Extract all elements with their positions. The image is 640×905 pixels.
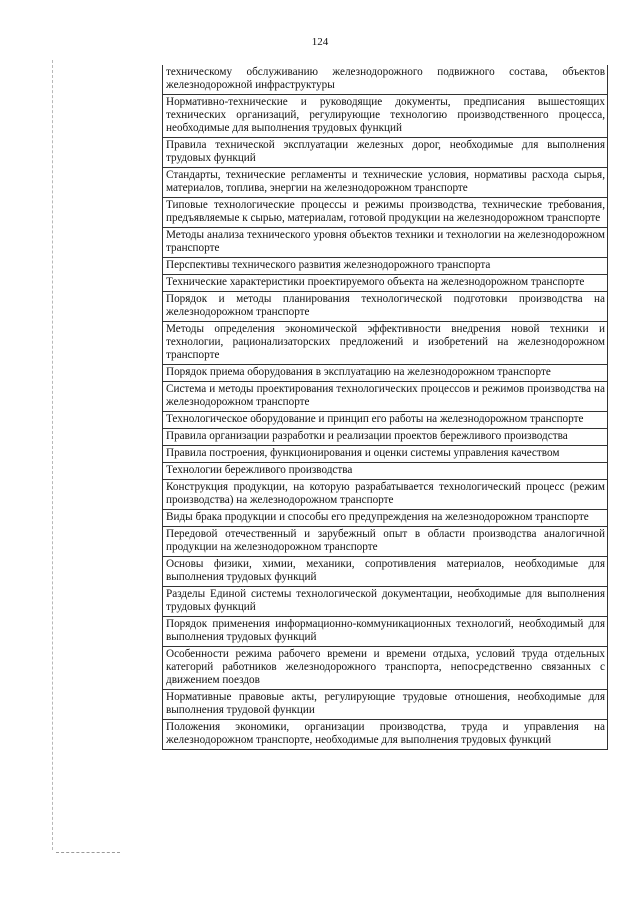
table-row: Положения экономики, организации производства, труда и управления на железнодорожном транспорте, необходимые для выполнения трудовых функций [163,719,607,749]
table-row: техническому обслуживанию железнодорожного подвижного состава, объектов железнодорожной инфраструктуры [166,66,605,91]
knowledge-requirements-table [162,65,608,750]
table-row: Порядок приема оборудования в эксплуатацию на железнодорожном транспорте [163,364,607,381]
table-row: Технические характеристики проектируемого объекта на железнодорожном транспорте [163,274,607,291]
table-row: Технологии бережливого производства [163,462,607,479]
table-row: Нормативно-технические и руководящие документы, предписания вышестоящих технических организаций, регулирующие технологию производственного процесса, необходимые для выполнения трудовых функций [163,94,607,137]
table-row: Типовые технологические процессы и режимы производства, технические требования, предъявляемые к сырью, материалам, готовой продукции на железнодорожном транспорте [163,197,607,227]
table-row: Технологическое оборудование и принцип его работы на железнодорожном транспорте [163,411,607,428]
table-row: Основы физики, химии, механики, сопротивления материалов, необходимые для выполнения трудовых функций [163,556,607,586]
table-row: Порядок и методы планирования технологической подготовки производства на железнодорожном транспорте [163,291,607,321]
footer-dashed-line [56,852,120,853]
table-row: Конструкция продукции, на которую разрабатывается технологический процесс (режим производства) на железнодорожном транспорте [163,479,607,509]
table-row: Правила организации разработки и реализации проектов бережливого производства [163,428,607,445]
table-row: Правила построения, функционирования и оценки системы управления качеством [163,445,607,462]
table-row: Виды брака продукции и способы его предупреждения на железнодорожном транспорте [163,509,607,526]
table-row: Разделы Единой системы технологической документации, необходимые для выполнения трудовых функций [163,586,607,616]
table-row: Передовой отечественный и зарубежный опыт в области производства аналогичной продукции на железнодорожном транспорте [163,526,607,556]
table-row: Система и методы проектирования технологических процессов и режимов производства на железнодорожном транспорте [163,381,607,411]
table-row: Особенности режима рабочего времени и времени отдыха, условий труда отдельных категорий работников железнодорожного транспорта, непосредственно связанных с движением поездов [163,646,607,689]
table-row: Методы определения экономической эффективности внедрения новой техники и технологии, рационализаторских предложений и изобретений на железнодорожном транспорте [163,321,607,364]
table-row: Стандарты, технические регламенты и технические условия, нормативы расхода сырья, материалов, топлива, энергии на железнодорожном транспорте [163,167,607,197]
page-number: 124 [311,36,329,48]
margin-dashed-line [52,60,54,850]
table-row: Перспективы технического развития железнодорожного транспорта [163,257,607,274]
table-row: Правила технической эксплуатации железных дорог, необходимые для выполнения трудовых функций [163,137,607,167]
table-row: Порядок применения информационно-коммуникационных технологий, необходимый для выполнения трудовых функций [163,616,607,646]
table-row: Методы анализа технического уровня объектов техники и технологии на железнодорожном транспорте [163,227,607,257]
table-row: Нормативные правовые акты, регулирующие трудовые отношения, необходимые для выполнения трудовой функции [163,689,607,719]
